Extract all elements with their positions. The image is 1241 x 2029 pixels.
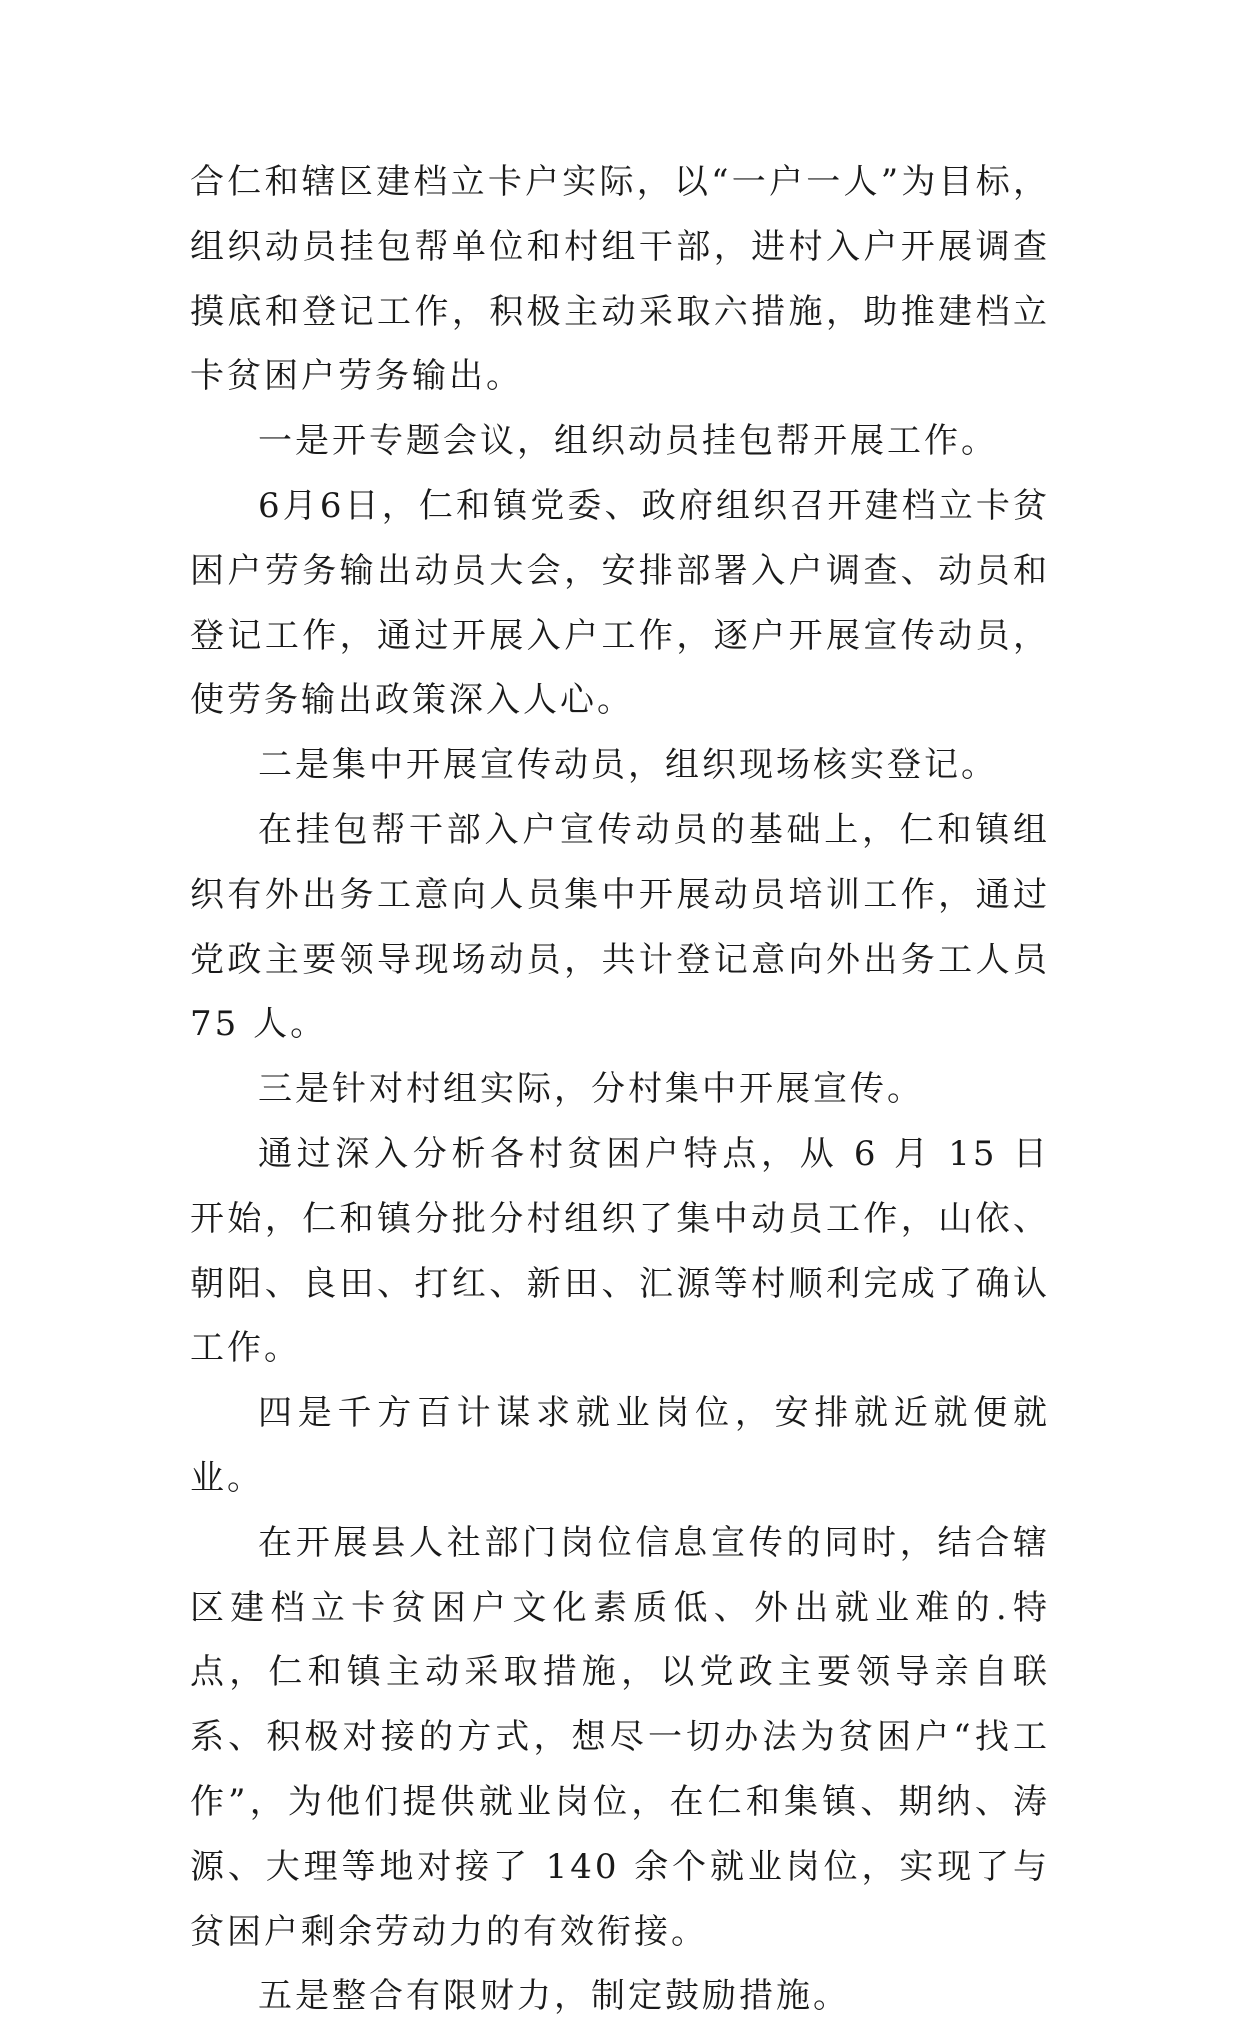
paragraph: 通过深入分析各村贫困户特点，从 6 月 15 日开始，仁和镇分批分村组织了集中动员工作，山依、朝阳、良田、打红、新田、汇源等村顺利完成了确认工作。 [190, 1133, 1050, 1369]
section-heading: 五是整合有限财力，制定鼓励措施。 [258, 1976, 850, 2017]
document-body [190, 150, 1050, 2029]
section-heading: 四是千方百计谋求就业岗位，安排就近就便就业。 [190, 1393, 1050, 1498]
section-heading: 三是针对村组实际，分村集中开展宣传。 [258, 1069, 924, 1110]
paragraph: 在挂包帮干部入户宣传动员的基础上，仁和镇组织有外出务工意向人员集中开展动员培训工作，通过党政主要领导现场动员，共计登记意向外出务工人员 75 人。 [190, 809, 1050, 1045]
section-heading: 一是开专题会议，组织动员挂包帮开展工作。 [258, 421, 998, 462]
paragraph: 在开展县人社部门岗位信息宣传的同时，结合辖区建档立卡贫困户文化素质低、外出就业难的.特点，仁和镇主动采取措施，以党政主要领导亲自联系、积极对接的方式，想尽一切办法为贫困户“找工作”，为他们提供就业岗位，在仁和集镇、期纳、涛源、大理等地对接了 140 余个就业岗位，实现了与贫困户剩余劳动力的有效衔接。 [190, 1522, 1050, 1952]
paragraph: 6月6日，仁和镇党委、政府组织召开建档立卡贫困户劳务输出动员大会，安排部署入户调查、动员和登记工作，通过开展入户工作，逐户开展宣传动员，使劳务输出政策深入人心。 [190, 485, 1050, 721]
paragraph: 合仁和辖区建档立卡户实际，以“一户一人”为目标，组织动员挂包帮单位和村组干部，进村入户开展调查摸底和登记工作，积极主动采取六措施，助推建档立卡贫困户劳务输出。 [190, 162, 1050, 397]
section-heading: 二是集中开展宣传动员，组织现场核实登记。 [258, 745, 998, 786]
